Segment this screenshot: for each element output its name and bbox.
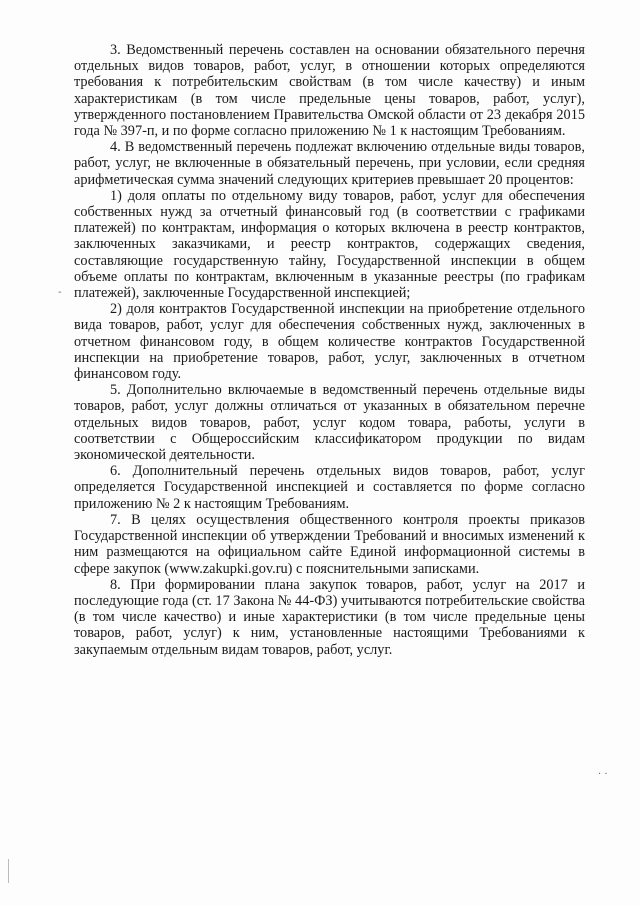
paragraph-4: 4. В ведомственный перечень подлежат включению отдельные виды товаров, работ, услуг, не включенные в обязательный перечень, при условии, если средняя арифметическая сумма значений следующих критериев превышает 20 процентов: [74,139,585,188]
scan-artifact-dash: - [58,287,62,298]
scan-artifact-dots: · · [598,769,608,780]
paragraph-4-item-1: 1) доля оплаты по отдельному виду товаров, работ, услуг для обеспечения собственных нужд за отчетный финансовый год (в соответствии с графиками платежей) по контрактам, информация о которых включена в реестр контрактов, заключенных заказчиками, и реестр контрактов, содержащих сведения, составляющие государственную тайну, Государственной инспекции в общем объеме оплаты по контрактам, включенным в указанные реестры (по графикам платежей), заключенные Государственной инспекцией; [74,187,585,302]
paragraph-5: 5. Дополнительно включаемые в ведомственный перечень отдельные виды товаров, работ, услуг должны отличаться от указанных в обязательном перечне отдельных видов товаров, работ, услуг кодом товара, работы, услуги в соответствии с Общероссийским классификатором продукции по видам экономической деятельности. [74,382,585,464]
paragraph-6: 6. Дополнительный перечень отдельных видов товаров, работ, услуг определяется Государственной инспекцией и составляется по форме согласно приложению № 2 к настоящим Требованиям. [74,463,585,512]
scan-edge-line [8,859,9,883]
paragraph-7: 7. В целях осуществления общественного контроля проекты приказов Государственной инспекции об утверждении Требований и вносимых изменений к ним размещаются на официальном сайте Единой информационной системы в сфере закупок (www.zakupki.gov.ru) с пояснительными записками. [74,511,585,577]
document-body [74,42,585,658]
paragraph-3: 3. Ведомственный перечень составлен на основании обязательного перечня отдельных видов товаров, работ, услуг, в отношении которых определяются требования к потребительским свойствам (в том числе качеству) и иным характеристикам (в том числе предельные цены товаров, работ, услуг), утвержденного постановлением Правительства Омской области от 23 декабря 2015 года № 397-п, и по форме согласно приложению № 1 к настоящим Требованиям. [74,42,585,140]
paragraph-4-item-2: 2) доля контрактов Государственной инспекции на приобретение отдельного вида товаров, работ, услуг для обеспечения собственных нужд, заключенных в отчетном финансовом году, в общем количестве контрактов Государственной инспекции на приобретение товаров, работ, услуг, заключенных в отчетном финансовом году. [74,301,585,383]
paragraph-8: 8. При формировании плана закупок товаров, работ, услуг на 2017 и последующие года (ст. 17 Закона № 44-ФЗ) учитываются потребительские свойства (в том числе качество) и иные характеристики (в том числе предельные цены товаров, работ, услуг) к ним, установленные настоящими Требованиями к закупаемым отдельным видам товаров, работ, услуг. [74,576,585,658]
